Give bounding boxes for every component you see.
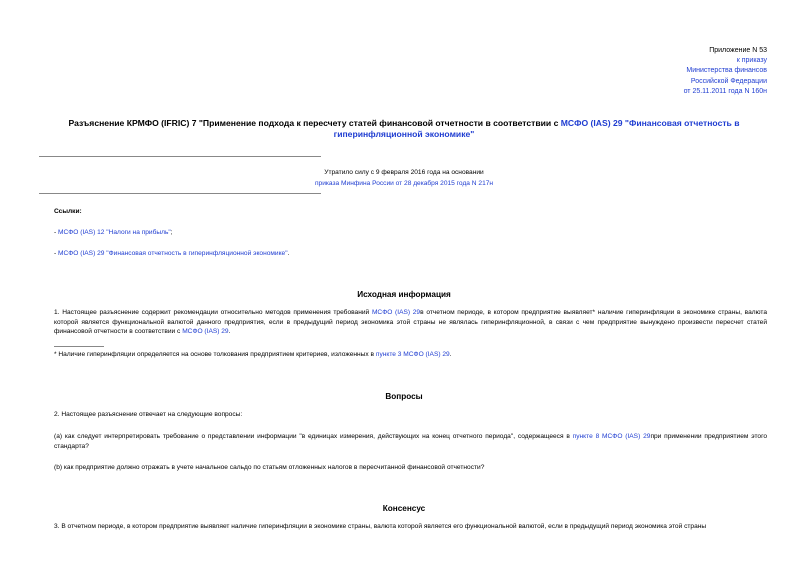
paragraph-1-ias29-link[interactable]: МСФО (IAS) 29 — [371, 309, 421, 316]
paragraph-2: 2. Настоящее разъяснение отвечает на следующие вопросы: — [54, 411, 243, 418]
divider-bottom — [39, 193, 321, 194]
reference-suffix: . — [287, 250, 290, 257]
section-heading-initial-info: Исходная информация — [357, 290, 451, 299]
title-ias29-link[interactable]: МСФО (IAS) 29 "Финансовая отчетность в гиперинфляционной экономике" — [333, 118, 740, 139]
reference-prefix: - — [54, 250, 59, 257]
section-heading-questions: Вопросы — [385, 392, 423, 401]
reference-ias12-link[interactable]: МСФО (IAS) 12 "Налоги на прибыль" — [58, 229, 171, 236]
divider-top — [39, 156, 321, 157]
reference-prefix: - — [54, 229, 59, 236]
footnote-text: * Наличие гиперинфляции определяется на основе толкования предприятием критериев, изложенных в — [54, 351, 376, 358]
references-title: Ссылки: — [54, 208, 82, 215]
footnote-ias29-link[interactable]: пункте 3 МСФО (IAS) 29 — [375, 351, 450, 358]
appendix-date-link[interactable]: от 25.11.2011 года N 160н — [683, 87, 767, 95]
appendix-block — [684, 46, 767, 97]
footnote-end: . — [449, 351, 452, 358]
question-a-text: (а) как следует интерпретировать требование о представлении информации "в единицах измерения, действующих на конец отчетного периода", содержащееся в — [54, 433, 573, 440]
appendix-ministry-link[interactable]: Министерства финансов — [686, 67, 767, 75]
appendix-order-link[interactable]: к приказу — [736, 57, 767, 65]
appendix-country-link[interactable]: Российской Федерации — [690, 77, 767, 85]
footnote — [54, 351, 452, 358]
reference-item — [54, 249, 289, 258]
reference-ias29-link[interactable]: МСФО (IAS) 29 "Финансовая отчетность в гиперинфляционной экономике" — [58, 250, 288, 257]
paragraph-1-text-cont: в отчетном периоде, в котором предприятие выявляет* наличие гиперинфляции в экономике страны, валюта которой является функциональной валютой данного предприятия, если в предыдущий период экономика этой страны не являлась гиперинфляционной, в связи с чем предприятие вынуждено произвести пересчет статей финансовой отчетности в соответствии с — [54, 309, 767, 336]
reference-suffix: ; — [170, 229, 173, 236]
question-a — [54, 432, 767, 451]
paragraph-1-ias29-link-2[interactable]: МСФО (IAS) 29 — [182, 328, 229, 336]
question-a-ias29-link[interactable]: пункте 8 МСФО (IAS) 29 — [572, 433, 651, 440]
footnote-divider — [54, 346, 104, 347]
title-text: Разъяснение КРМФО (IFRIC) 7 "Применение подхода к пересчету статей финансовой отчетности в соответствии с — [68, 118, 561, 128]
lost-force-order-link[interactable]: приказа Минфина России от 28 декабря 2015 года N 217н — [314, 180, 494, 187]
paragraph-3: 3. В отчетном периоде, в котором предприятие выявляет наличие гиперинфляции в экономике страны, валюта которой является его функциональной валютой, если в предыдущий период экономика этой страны — [54, 523, 707, 530]
paragraph-1-text: 1. Настоящее разъяснение содержит рекомендации относительно методов применения требований — [54, 309, 372, 316]
paragraph-1 — [54, 308, 767, 337]
section-heading-consensus: Консенсус — [382, 504, 426, 513]
question-a-text-end: при применении предприятием этого стандарта? — [54, 433, 767, 450]
document-title — [45, 118, 763, 140]
reference-item — [54, 228, 173, 237]
question-b: (b) как предприятие должно отражать в учете начальное сальдо по статьям отложенных налогов в пересчитанной финансовой отчетности? — [54, 464, 485, 471]
paragraph-1-end: . — [228, 328, 231, 336]
appendix-line: Приложение N 53 — [709, 47, 767, 54]
lost-force-text: Утратило силу с 9 февраля 2016 года на основании — [324, 169, 484, 176]
